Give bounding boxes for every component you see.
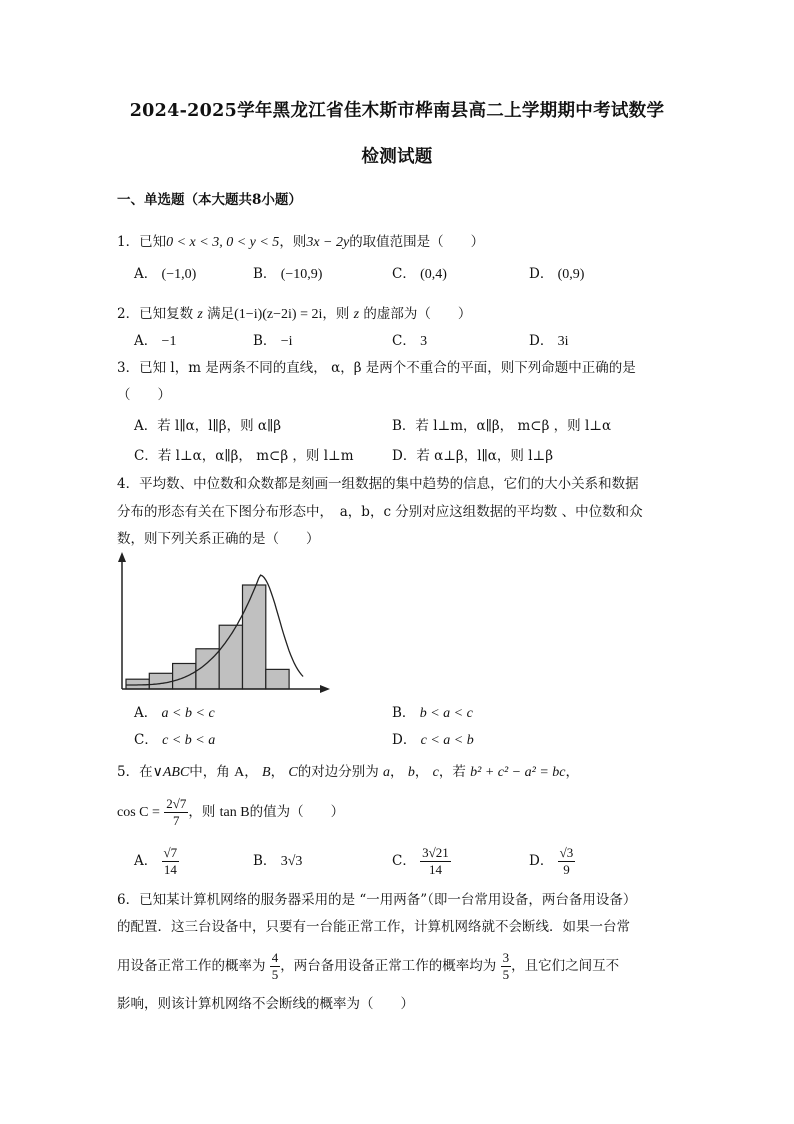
question-6-line2: 的配置．这三台设备中，只要有一台能正常工作，计算机网络就不会断线．如果一台常: [117, 919, 630, 935]
q1-option-c[interactable]: C． (0,4): [392, 266, 447, 282]
document-title-line2: 检测试题: [361, 147, 433, 167]
q2-equation: (1−i)(z−2i) = 2i: [234, 307, 323, 322]
histogram-bar: [149, 673, 172, 689]
p-common-fraction: $\frac{4}{5}$: [271, 950, 279, 982]
q5-option-b[interactable]: B． 3√3: [253, 853, 303, 869]
question-5-line1: 5．在∨ABC中，角 A， B， C的对边分别为 a， b， c，若 b² + c² − a² = bc，: [117, 764, 579, 780]
q1-option-a[interactable]: A． (−1,0): [134, 266, 197, 282]
question-4-line2: 分布的形态有关在下图分布形态中， a，b，c 分别对应这组数据的平均数 、中位数和众: [117, 504, 643, 520]
q4-option-b[interactable]: B． b < a < c: [392, 705, 473, 721]
question-6-line1: 6．已知某计算机网络的服务器采用的是 “一用两备”（即一台常用设备，两台备用设备）: [117, 892, 637, 908]
q1-expression: 3x − 2y: [306, 235, 350, 250]
cos-c-fraction: $\frac{2√7}{7}$: [166, 796, 187, 828]
question-6-line4: 影响，则该计算机网络不会断线的概率为（ ）: [117, 996, 414, 1012]
q4-option-a[interactable]: A． a < b < c: [134, 705, 215, 721]
q4-option-d[interactable]: D． c < a < b: [392, 732, 474, 748]
x-axis-arrow: [320, 685, 330, 693]
question-5-line2: cos C = $\frac{2√7}{7}$ ，则 tan B的值为（ ）: [117, 796, 345, 828]
q3-option-d[interactable]: D．若 α⊥β，l∥α，则 l⊥β: [392, 448, 554, 464]
q5-option-d[interactable]: D． $\frac{√3}{9}$: [529, 845, 574, 877]
question-6-line3: 用设备正常工作的概率为 $\frac{4}{5}$ ，两台备用设备正常工作的概率均为 $\frac{3}{5}$ ，且它们之间互不: [117, 950, 620, 982]
q5-option-c[interactable]: C． $\frac{3√21}{14}$: [392, 845, 449, 877]
q1-option-d[interactable]: D． (0,9): [529, 266, 585, 282]
document-title-line1: 2024-2025学年黑龙江省佳木斯市桦南县高二上学期期中考试数学: [129, 101, 665, 121]
histogram-bar: [243, 585, 266, 689]
distribution-chart: [112, 552, 334, 698]
question-4-line1: 4．平均数、中位数和众数都是刻画一组数据的集中趋势的信息，它们的大小关系和数据: [117, 476, 639, 492]
y-axis-arrow: [118, 552, 126, 562]
question-3-line2: （ ）: [117, 387, 171, 403]
q5-equation: b² + c² − a² = bc: [470, 765, 566, 780]
q5-option-a[interactable]: A． $\frac{√7}{14}$: [134, 845, 178, 877]
section-heading: 一、单选题（本大题共8小题）: [117, 192, 302, 208]
p-backup-fraction: $\frac{3}{5}$: [502, 950, 510, 982]
q2-option-c[interactable]: C． 3: [392, 333, 428, 349]
q4-option-c[interactable]: C． c < b < a: [134, 732, 216, 748]
q2-option-d[interactable]: D． 3i: [529, 333, 569, 349]
q1-condition: 0 < x < 3, 0 < y < 5: [166, 235, 280, 250]
histogram-bar: [173, 663, 196, 689]
q2-option-b[interactable]: B． −i: [253, 333, 293, 349]
q3-option-b[interactable]: B．若 l⊥m，α∥β， m⊂β ，则 l⊥α: [392, 418, 612, 434]
question-4-line3: 数，则下列关系正确的是（ ）: [117, 531, 320, 547]
histogram-bar: [266, 669, 289, 689]
q2-option-a[interactable]: A． −1: [134, 333, 177, 349]
q3-option-c[interactable]: C．若 l⊥α，α∥β， m⊂β ，则 l⊥m: [134, 448, 354, 464]
q1-option-b[interactable]: B． (−10,9): [253, 266, 323, 282]
question-2: 2．已知复数 z 满足(1−i)(z−2i) = 2i，则 z 的虚部为（ ）: [117, 306, 472, 322]
histogram-bar: [126, 679, 149, 689]
q3-option-a[interactable]: A．若 l∥α，l∥β，则 α∥β: [134, 418, 282, 434]
question-3-line1: 3．已知 l，m 是两条不同的直线， α，β 是两个不重合的平面，则下列命题中正确的是: [117, 360, 636, 376]
question-1: 1．已知0 < x < 3, 0 < y < 5，则3x − 2y的取值范围是（ ）: [117, 234, 485, 250]
